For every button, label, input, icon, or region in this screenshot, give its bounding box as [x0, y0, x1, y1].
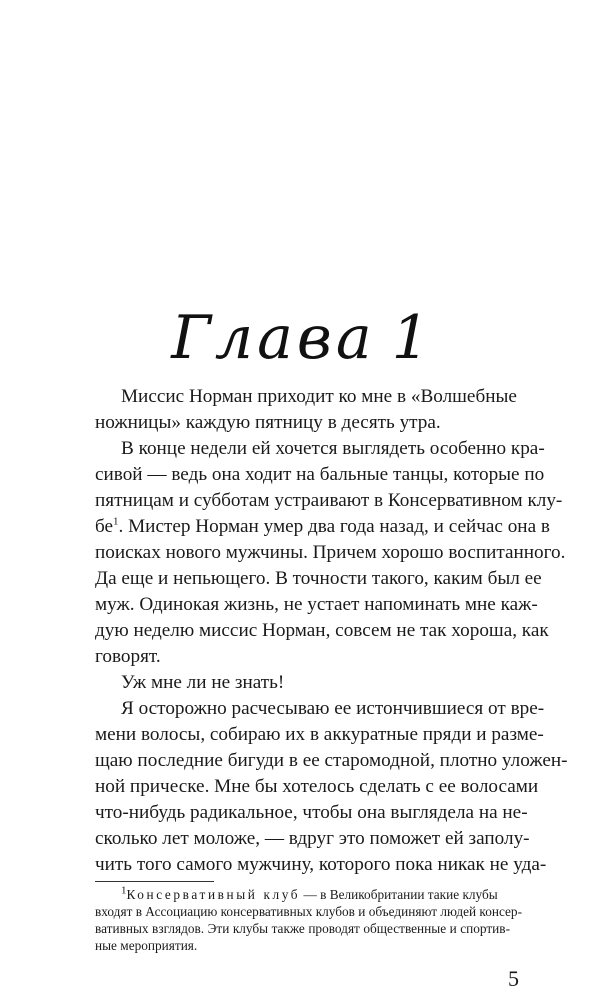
text-line: щаю последние бигуди в ее старомодной, плотно уложен-: [95, 750, 568, 771]
text-fragment: . Мистер Норман умер два года назад, и сейчас она в: [118, 516, 550, 537]
text-line: Миссис Норман приходит ко мне в «Волшебные: [121, 386, 517, 407]
text-line: ной прическе. Мне бы хотелось сделать с ее волосами: [95, 776, 539, 797]
text-line: муж. Одинокая жизнь, не устает напоминать мне каж-: [95, 594, 538, 615]
footnote-line: [121, 886, 510, 904]
footnote-marker: 1: [121, 884, 127, 897]
footnote-divider: [95, 881, 214, 882]
text-line: В конце недели ей хочется выглядеть особенно кра-: [121, 438, 545, 459]
text-line: что-нибудь радикальное, чтобы она выглядела на не-: [95, 802, 528, 823]
text-line: Уж мне ли не знать!: [121, 672, 285, 693]
chapter-number: 1: [391, 303, 434, 373]
footnote-term: Консервативный клуб: [126, 887, 301, 902]
text-line: сколько лет моложе, — вдруг это поможет ей заполу-: [95, 828, 530, 849]
page-number: 5: [508, 966, 519, 991]
chapter-word: Глава: [171, 303, 376, 373]
text-fragment: бе: [95, 516, 114, 537]
footnote-marker: 1: [113, 515, 119, 528]
text-line: Я осторожно расчесываю ее истончившиеся от вре-: [121, 698, 545, 719]
text-line: [95, 514, 550, 540]
text-line: пятницам и субботам устраивают в Консервативном клу-: [95, 490, 563, 511]
footnote-line: ные мероприятия.: [95, 938, 198, 953]
text-line: мени волосы, собираю их в аккуратные пряди и разме-: [95, 724, 544, 745]
text-line: говорят.: [95, 646, 161, 667]
text-line: сивой — ведь она ходит на бальные танцы, которые по: [95, 464, 545, 485]
text-line: чить того самого мужчину, которого пока никак не уда-: [95, 854, 547, 875]
text-line: ножницы» каждую пятницу в десять утра.: [95, 412, 441, 433]
text-line: поисках нового мужчины. Причем хорошо воспитанного.: [95, 542, 566, 563]
text-line: дую неделю миссис Норман, совсем не так хороша, как: [95, 620, 549, 641]
chapter-title: [0, 296, 605, 380]
footnote-line: вативных взглядов. Эти клубы также проводят общественные и спортив-: [95, 921, 510, 936]
footnote-text: — в Великобритании такие клубы: [300, 887, 498, 902]
text-line: Да еще и непьющего. В точности такого, каким был ее: [95, 568, 542, 589]
footnote-line: входят в Ассоциацию консервативных клубов и объединяют людей консер-: [95, 904, 523, 919]
